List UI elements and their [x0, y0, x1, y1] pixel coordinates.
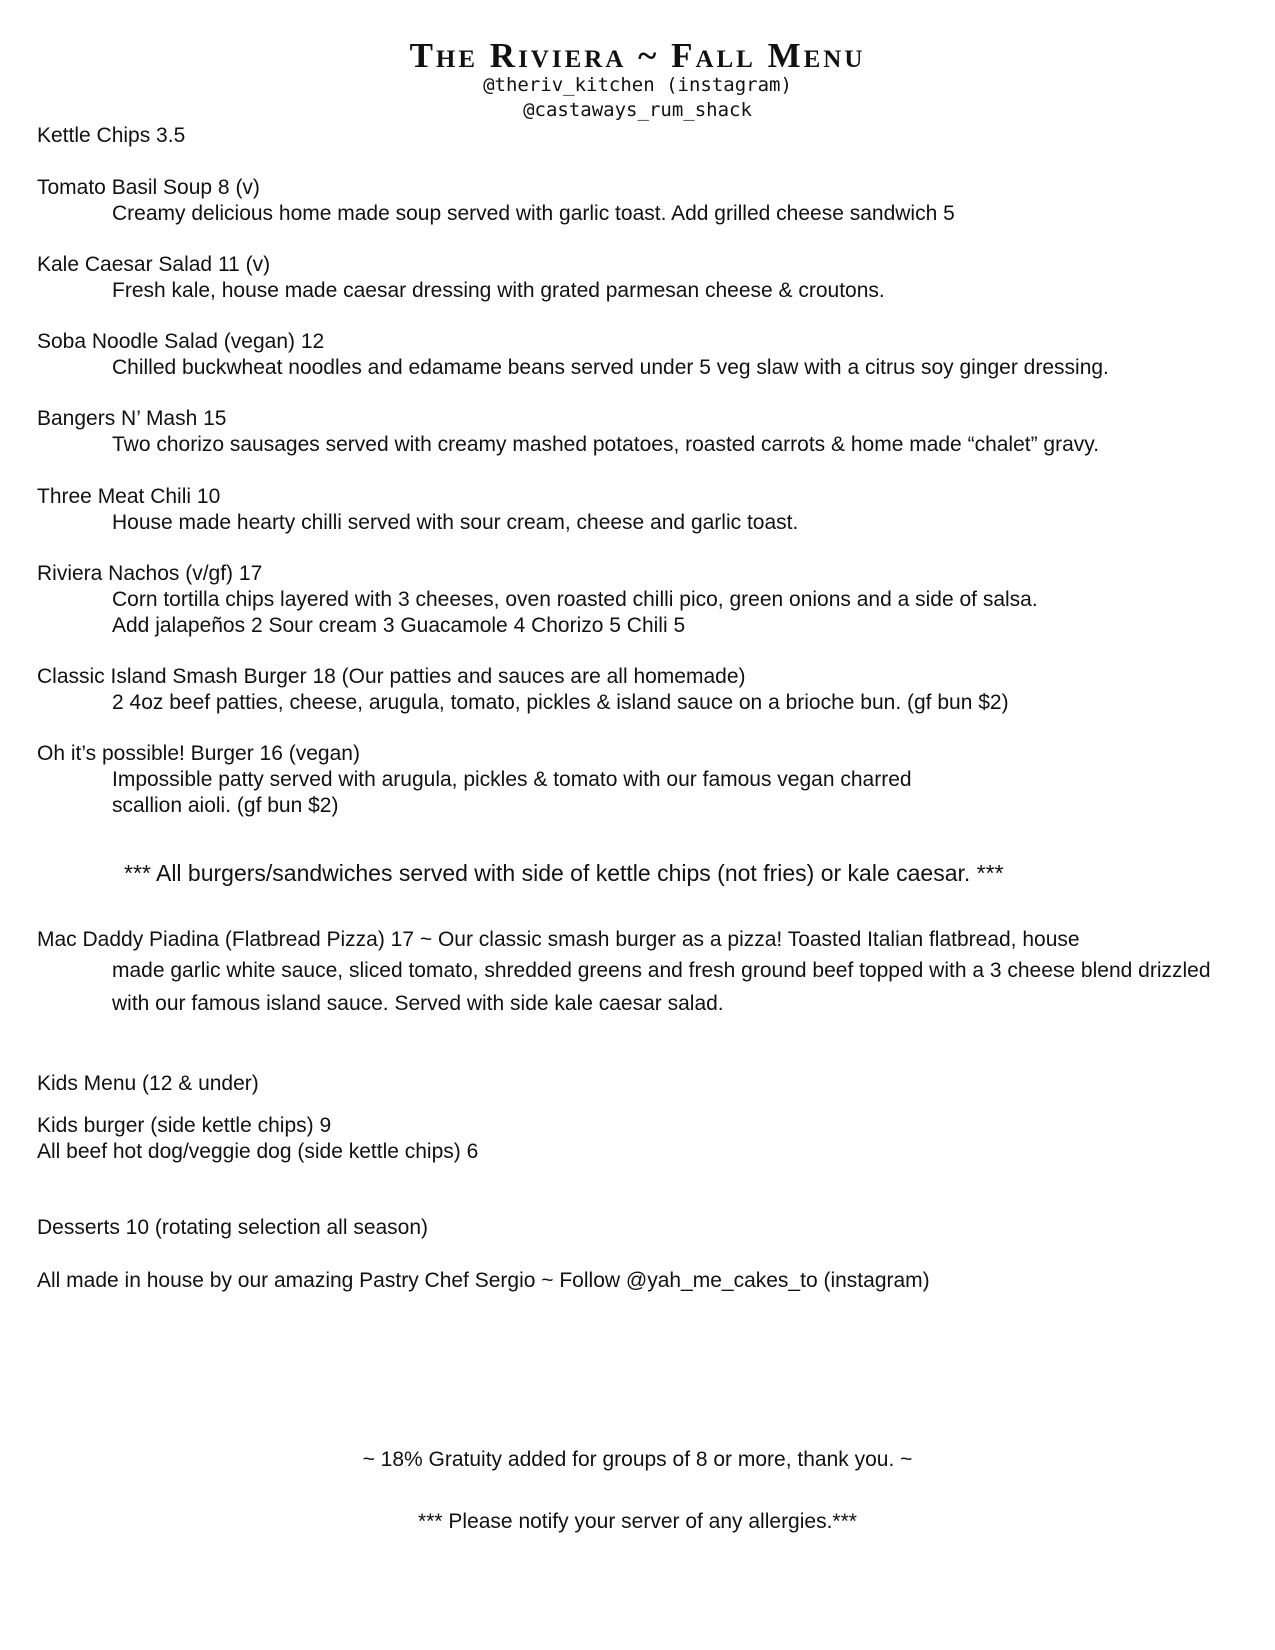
item-bangers: Bangers N’ Mash 15: [37, 407, 227, 430]
desserts-note: All made in house by our amazing Pastry Chef Sergio ~ Follow @yah_me_cakes_to (instagram): [37, 1269, 930, 1292]
instagram-handle-kitchen: @theriv_kitchen (instagram): [483, 74, 792, 96]
item-vegan-burger-desc-2: scallion aioli. (gf bun $2): [112, 794, 339, 817]
item-vegan-burger: Oh it’s possible! Burger 16 (vegan): [37, 742, 360, 765]
item-nachos: Riviera Nachos (v/gf) 17: [37, 562, 263, 585]
item-vegan-burger-desc-1: Impossible patty served with arugula, pickles & tomato with our famous vegan charred: [112, 768, 912, 791]
kids-menu-heading: Kids Menu (12 & under): [37, 1072, 259, 1095]
item-bangers-desc: Two chorizo sausages served with creamy mashed potatoes, roasted carrots & home made “chalet” gravy.: [112, 433, 1100, 456]
kids-burger: Kids burger (side kettle chips) 9: [37, 1114, 332, 1137]
item-tomato-soup: Tomato Basil Soup 8 (v): [37, 176, 260, 199]
burger-side-note: *** All burgers/sandwiches served with side of kettle chips (not fries) or kale caesar. ***: [124, 860, 1004, 886]
allergy-note: *** Please notify your server of any allergies.***: [418, 1510, 857, 1533]
kids-hot-dog: All beef hot dog/veggie dog (side kettle chips) 6: [37, 1140, 479, 1163]
item-nachos-desc: Corn tortilla chips layered with 3 cheeses, oven roasted chilli pico, green onions and a side of salsa.: [112, 588, 1038, 611]
item-piadina: Mac Daddy Piadina (Flatbread Pizza) 17 ~ Our classic smash burger as a pizza! Toasted Italian flatbread, house: [37, 928, 1080, 951]
item-nachos-addons: Add jalapeños 2 Sour cream 3 Guacamole 4 Chorizo 5 Chili 5: [112, 614, 686, 637]
item-soba-salad: Soba Noodle Salad (vegan) 12: [37, 330, 325, 353]
menu-title: The Riviera ~ Fall Menu: [409, 36, 866, 75]
item-smash-burger-desc: 2 4oz beef patties, cheese, arugula, tomato, pickles & island sauce on a brioche bun. (gf bun $2): [112, 691, 1009, 714]
item-smash-burger: Classic Island Smash Burger 18 (Our patties and sauces are all homemade): [37, 665, 746, 688]
item-piadina-desc: made garlic white sauce, sliced tomato, shredded greens and fresh ground beef topped with a 3 cheese blend drizzled with our famous island sauce. Served with side kale caesar salad.: [112, 959, 1211, 1015]
item-kettle-chips: Kettle Chips 3.5: [37, 124, 186, 147]
item-kale-caesar-desc: Fresh kale, house made caesar dressing with grated parmesan cheese & croutons.: [112, 279, 885, 302]
item-kale-caesar: Kale Caesar Salad 11 (v): [37, 253, 271, 276]
instagram-handle-rum-shack: @castaways_rum_shack: [523, 99, 752, 121]
gratuity-note: ~ 18% Gratuity added for groups of 8 or more, thank you. ~: [362, 1448, 913, 1471]
item-chili-desc: House made hearty chilli served with sour cream, cheese and garlic toast.: [112, 511, 799, 534]
desserts-heading: Desserts 10 (rotating selection all season): [37, 1216, 429, 1239]
item-soba-salad-desc: Chilled buckwheat noodles and edamame beans served under 5 veg slaw with a citrus soy ginger dressing.: [112, 356, 1109, 379]
item-chili: Three Meat Chili 10: [37, 485, 221, 508]
item-tomato-soup-desc: Creamy delicious home made soup served with garlic toast. Add grilled cheese sandwich 5: [112, 202, 955, 225]
